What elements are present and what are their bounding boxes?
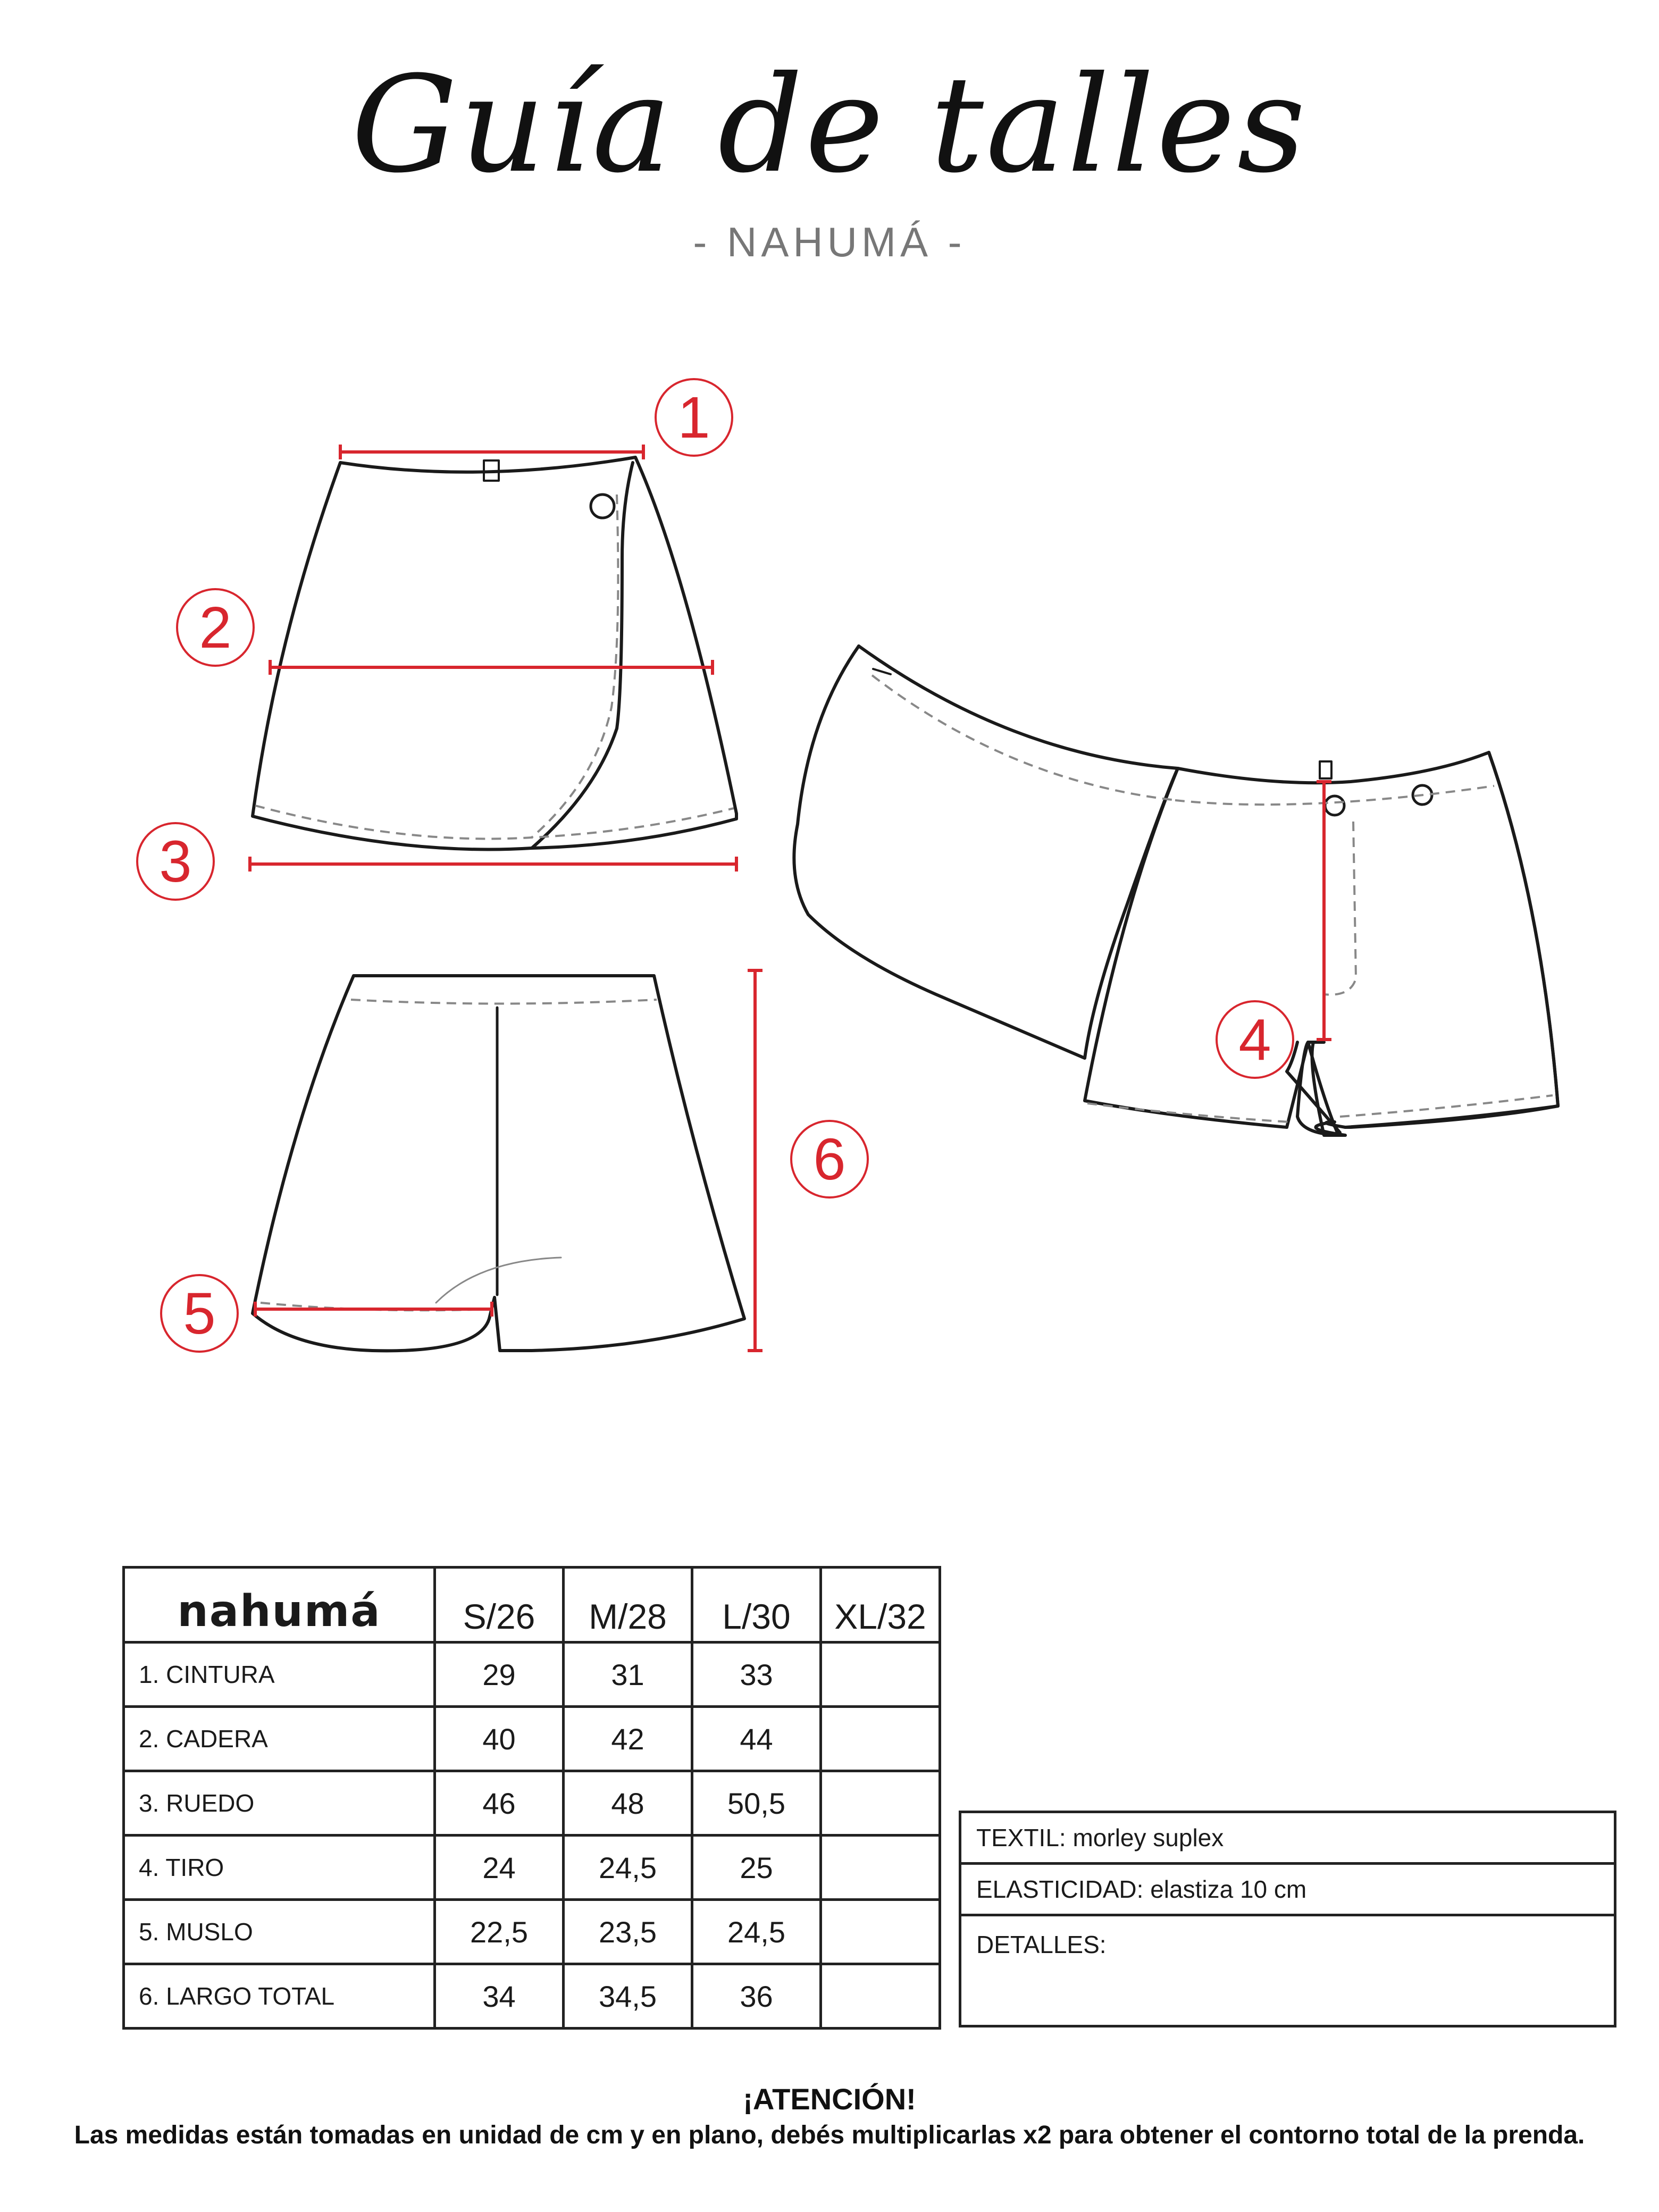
size-table [122, 1566, 941, 2030]
measure-value: 36 [692, 1964, 821, 2029]
wrap-shorts-button-1 [1325, 796, 1344, 815]
wrap-shorts-notch [873, 669, 891, 674]
measure-label: 1. CINTURA [124, 1643, 435, 1707]
measure-value: 48 [564, 1771, 692, 1836]
measure-value: 23,5 [564, 1900, 692, 1964]
page-title: Guía de talles [351, 47, 1308, 202]
measure-label: 2. CADERA [124, 1707, 435, 1771]
fabric-elasticity: ELASTICIDAD: elastiza 10 cm [960, 1864, 1615, 1915]
back-waist-stitch [351, 1000, 657, 1004]
measure-line-1 [340, 445, 643, 459]
marker-1-number: 1 [677, 385, 710, 450]
fabric-info-table [959, 1811, 1616, 2027]
marker-4-number: 4 [1238, 1007, 1271, 1073]
measure-value: 25 [692, 1836, 821, 1900]
size-table-header [124, 1568, 940, 1643]
measure-value [821, 1643, 940, 1707]
table-row [124, 1643, 940, 1707]
marker-3-number: 3 [159, 829, 192, 894]
measure-value: 33 [692, 1643, 821, 1707]
wrap-fly-stitch [1324, 822, 1356, 995]
measure-value [821, 1836, 940, 1900]
measure-line-4 [1317, 782, 1331, 1040]
skort-wrap-overlap [532, 463, 633, 848]
size-header: S/26 [435, 1568, 564, 1643]
measure-label: 5. MUSLO [124, 1900, 435, 1964]
measure-value [821, 1707, 940, 1771]
measure-line-2 [270, 660, 713, 675]
wrap-shorts-label-tab [1320, 761, 1331, 778]
brand-logo: nahumá [124, 1568, 435, 1643]
measure-line-6 [748, 970, 763, 1351]
measure-value [821, 1771, 940, 1836]
size-header: L/30 [692, 1568, 821, 1643]
measure-value: 42 [564, 1707, 692, 1771]
wrap-shorts-outline [794, 646, 1558, 1135]
measure-value: 40 [435, 1707, 564, 1771]
marker-2-number: 2 [199, 595, 232, 660]
measure-value [821, 1900, 940, 1964]
notice-title: ¡ATENCIÓN! [743, 2082, 916, 2116]
skort-button [591, 495, 614, 518]
table-row [124, 1836, 940, 1900]
wrap-shorts-front-panel [1178, 752, 1558, 1135]
measure-line-5 [255, 1302, 492, 1317]
table-row [124, 1707, 940, 1771]
table-row [124, 1771, 940, 1836]
size-header: XL/32 [821, 1568, 940, 1643]
wrap-shorts-right-leg [1345, 752, 1558, 1127]
fabric-details: DETALLES: [960, 1915, 1615, 2026]
brand-subtitle: - NAHUMÁ - [693, 219, 966, 265]
measure-line-3 [250, 857, 736, 872]
notice-text: Las medidas están tomadas en unidad de cm y en plano, debés multiplicarlas x2 para obtener el contorno total de la prenda. [74, 2121, 1585, 2149]
marker-5-number: 5 [183, 1281, 216, 1346]
measure-value: 46 [435, 1771, 564, 1836]
measure-value: 34 [435, 1964, 564, 2029]
wrap-shorts-crotch [1308, 1042, 1337, 1133]
skort-front-outline [253, 457, 736, 850]
table-row [124, 1900, 940, 1964]
wrap-shorts-waistband [859, 646, 1178, 768]
measure-value: 44 [692, 1707, 821, 1771]
measure-value: 34,5 [564, 1964, 692, 2029]
measure-label: 4. TIRO [124, 1836, 435, 1900]
marker-6-number: 6 [813, 1127, 846, 1192]
fabric-textil: TEXTIL: morley suplex [960, 1812, 1615, 1864]
measure-value [821, 1964, 940, 2029]
measure-value: 24,5 [692, 1900, 821, 1964]
measure-value: 24,5 [564, 1836, 692, 1900]
measure-value: 31 [564, 1643, 692, 1707]
measure-label: 6. LARGO TOTAL [124, 1964, 435, 2029]
measure-value: 24 [435, 1836, 564, 1900]
wrap-waist-stitch [872, 675, 1176, 800]
size-header: M/28 [564, 1568, 692, 1643]
measure-value: 29 [435, 1643, 564, 1707]
table-row [124, 1964, 940, 2029]
measure-label: 3. RUEDO [124, 1771, 435, 1836]
measure-value: 22,5 [435, 1900, 564, 1964]
measure-value: 50,5 [692, 1771, 821, 1836]
